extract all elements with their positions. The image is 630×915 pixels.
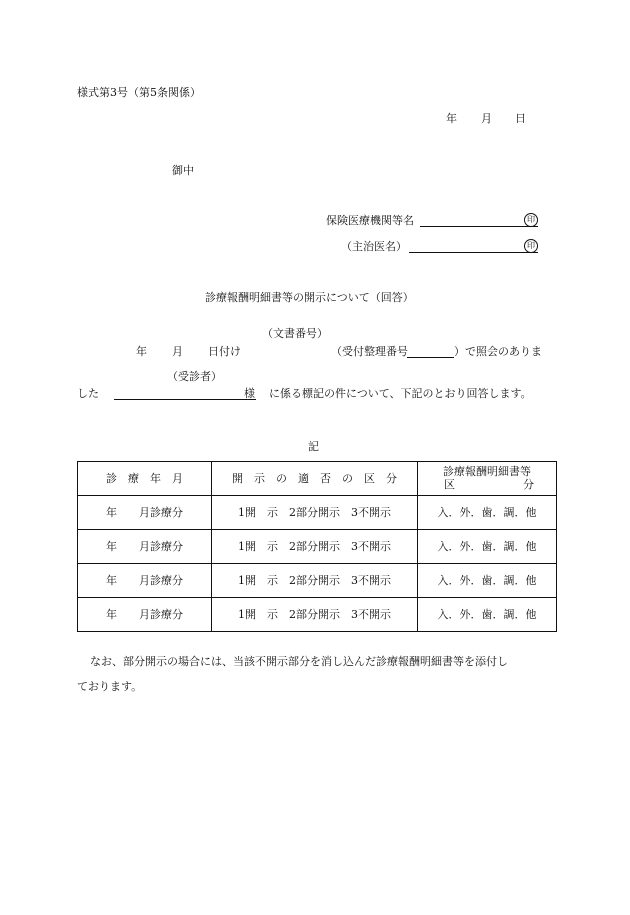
doctor-seal-mark: 印	[524, 239, 538, 253]
receipt-number-prefix: （受付整理番号	[331, 345, 408, 358]
table-row	[78, 530, 557, 564]
statement-type-cell: 入．外．歯．調．他	[418, 564, 557, 598]
body-line2-start: した	[77, 387, 99, 400]
header-treatment-month: 診 療 年 月	[78, 462, 212, 496]
institution-label: 保険医療機関等名	[326, 214, 414, 227]
header-statement-type	[418, 462, 557, 496]
date-month-label: 月	[481, 112, 492, 125]
disclosure-table	[77, 461, 557, 632]
institution-blank	[420, 226, 538, 227]
header-statement-type-title: 診療報酬明細書等	[443, 464, 531, 478]
receipt-number-blank	[407, 357, 454, 358]
document-title: 診療報酬明細書等の開示について（回答）	[205, 291, 414, 304]
treatment-month-cell: 年 月診療分	[78, 496, 212, 530]
header-ku: 区	[444, 477, 455, 491]
statement-type-cell: 入．外．歯．調．他	[418, 598, 557, 632]
treatment-month-cell: 年 月診療分	[78, 530, 212, 564]
patient-honorific: 様	[244, 387, 255, 400]
table-row	[78, 598, 557, 632]
form-number: 様式第3号（第5条関係）	[77, 86, 201, 99]
disclosure-status-cell: 1開 示 2部分開示 3不開示	[212, 598, 418, 632]
note-line-1: なお、部分開示の場合には、当該不開示部分を消し込んだ診療報酬明細書等を添付し	[90, 655, 508, 668]
header-disclosure-status: 開 示 の 適 否 の 区 分	[212, 462, 418, 496]
table-row	[78, 564, 557, 598]
date-day-label: 日	[515, 112, 526, 125]
doc-number-label: （文書番号）	[262, 327, 328, 340]
patient-label: （受診者）	[167, 370, 222, 383]
note-line-2: ております。	[77, 680, 143, 693]
table-header-row	[78, 462, 557, 496]
disclosure-status-cell: 1開 示 2部分開示 3不開示	[212, 530, 418, 564]
body-dated-label: 日付け	[208, 345, 241, 358]
statement-type-cell: 入．外．歯．調．他	[418, 530, 557, 564]
treatment-month-cell: 年 月診療分	[78, 598, 212, 632]
statement-type-cell: 入．外．歯．調．他	[418, 496, 557, 530]
disclosure-status-cell: 1開 示 2部分開示 3不開示	[212, 496, 418, 530]
body-year-label: 年	[136, 345, 147, 358]
addressee-suffix: 御中	[172, 164, 194, 177]
doctor-label: （主治医名）	[341, 240, 407, 253]
header-bun: 分	[523, 477, 534, 491]
date-year-label: 年	[446, 112, 457, 125]
table-row	[78, 496, 557, 530]
receipt-number-suffix: ）で照会のありま	[454, 345, 542, 358]
doctor-blank	[409, 252, 538, 253]
ki-heading: 記	[308, 440, 319, 453]
disclosure-status-cell: 1開 示 2部分開示 3不開示	[212, 564, 418, 598]
body-month-label: 月	[172, 345, 183, 358]
treatment-month-cell: 年 月診療分	[78, 564, 212, 598]
body-line2-rest: に係る標記の件について、下記のとおり回答します。	[269, 387, 532, 400]
patient-name-blank	[114, 399, 256, 400]
institution-seal-mark: 印	[524, 213, 538, 227]
